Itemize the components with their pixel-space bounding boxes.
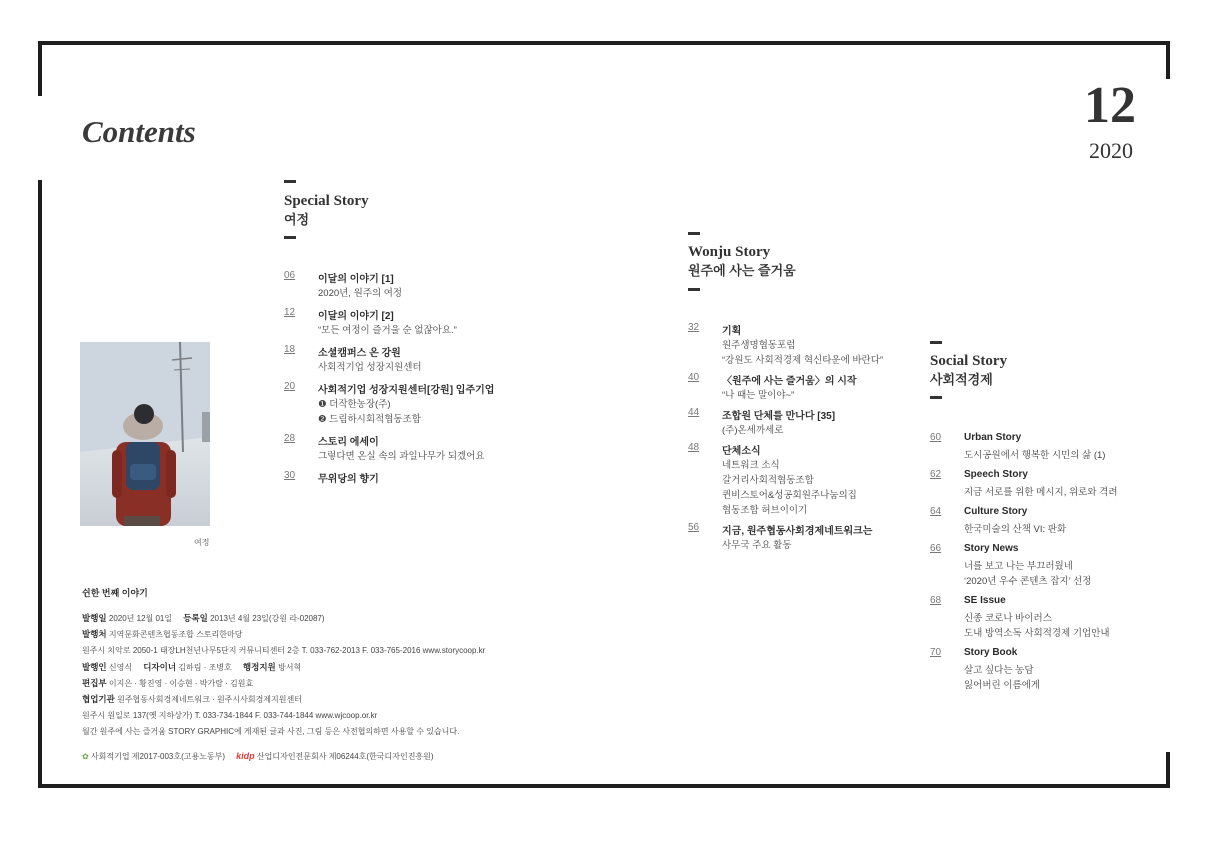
- imprint-row-editors: [82, 677, 253, 689]
- issuer: 신영식: [108, 663, 133, 672]
- article-subtitle: 그렇다면 온실 속의 과일나무가 되겠어요: [318, 451, 485, 462]
- article-title: 이달의 이야기 [1]: [318, 274, 394, 285]
- section-title-social: Social Story: [930, 353, 1008, 369]
- article-title: Story Book: [964, 647, 1018, 658]
- article-title: SE Issue: [964, 595, 1006, 606]
- frame-left-top-line: [38, 41, 42, 96]
- page-number: 06: [284, 270, 296, 281]
- frame-right-bottom-line: [1166, 752, 1170, 788]
- section-dash: [930, 396, 942, 399]
- cover-photo: [80, 342, 210, 526]
- article-subtitle: 원주생명협동포럼: [722, 340, 796, 351]
- frame-bottom-line: [38, 784, 1170, 788]
- page-number: 68: [930, 595, 942, 606]
- article-subtitle: 살고 싶다는 농담: [964, 665, 1034, 676]
- imprint-row-dates: [82, 612, 325, 624]
- issue-number: 12: [1084, 77, 1136, 134]
- imprint-row-usage-note: 월간 원주에 사는 즐거움 STORY GRAPHIC에 게재된 글과 사진, 그림 등은 사전협의하면 사용할 수 있습니다.: [82, 727, 460, 736]
- section-title-wonju: Wonju Story: [688, 244, 771, 260]
- register-date: 2013년 4월 23일(강원 라-02087): [210, 614, 325, 623]
- section-dash: [930, 341, 942, 344]
- article-subtitle: 너를 보고 나는 부끄러웠네: [964, 561, 1073, 572]
- social-enterprise-logo-icon: ✿: [82, 752, 89, 761]
- frame-left-bottom-line: [38, 180, 42, 788]
- article-title: 단체소식: [722, 446, 761, 457]
- article-subtitle: ❶ 더작한농장(주): [318, 399, 391, 410]
- article-subtitle: 사무국 주요 활동: [722, 540, 792, 551]
- page-number: 18: [284, 344, 296, 355]
- page-number: 44: [688, 407, 700, 418]
- frame-top-line: [38, 41, 1170, 45]
- section-dash: [688, 288, 700, 291]
- frame-right-top-line: [1166, 41, 1170, 79]
- admin: 방서혁: [277, 663, 302, 672]
- section-dash: [284, 236, 296, 239]
- article-subtitle: 한국미술의 산책 VI: 판화: [964, 524, 1067, 535]
- page-number: 48: [688, 442, 700, 453]
- imprint-row-publisher: [82, 628, 242, 640]
- section-dash: [284, 180, 296, 183]
- partners: 원주협동사회경제네트워크 · 원주시사회경제지원센터: [117, 695, 302, 704]
- label-editors: 편집부: [82, 678, 107, 688]
- article-subtitle: “강원도 사회적경제 혁신타운에 바란다”: [722, 355, 884, 366]
- page-number: 32: [688, 322, 700, 333]
- page-number: 64: [930, 506, 942, 517]
- article-subtitle: 도시공원에서 행복한 시민의 삶 (1): [964, 450, 1106, 461]
- article-title: Culture Story: [964, 506, 1028, 517]
- design-company-cert: 산업디자인전문회사 제06244호(한국디자인진흥원): [256, 752, 434, 761]
- page-number: 30: [284, 470, 296, 481]
- article-subtitle: 사회적기업 성장지원센터: [318, 362, 422, 373]
- page-number: 28: [284, 433, 296, 444]
- page-number: 12: [284, 307, 296, 318]
- publish-date: 2020년 12월 01일: [108, 614, 173, 623]
- article-title: 조합원 단체를 만나다 [35]: [722, 411, 836, 422]
- article-subtitle: ‘2020년 우수 콘텐츠 잡지’ 선정: [964, 576, 1092, 587]
- label-publish-date: 발행일: [82, 613, 107, 623]
- page-number: 56: [688, 522, 700, 533]
- article-title: Speech Story: [964, 469, 1028, 480]
- section-dash: [688, 232, 700, 235]
- social-enterprise-cert: 사회적기업 제2017-003호(고용노동부): [90, 752, 226, 761]
- designer: 김하림 · 조병호: [178, 663, 232, 672]
- snow-walker-illustration: [80, 342, 210, 526]
- imprint-row-partner-address: 원주시 원일로 137(옛 지하상가) T. 033-734-1844 F. 033-744-1844 www.wjcoop.or.kr: [82, 711, 378, 720]
- article-title: Story News: [964, 543, 1019, 554]
- imprint-row-partners: [82, 693, 302, 705]
- article-title: Urban Story: [964, 432, 1022, 443]
- label-issuer: 발행인: [82, 662, 107, 672]
- section-subtitle-social: 사회적경제: [930, 372, 993, 387]
- issue-ordinal: 쉰한 번째 이야기: [82, 588, 148, 598]
- kidp-logo: kidp: [236, 751, 255, 761]
- article-subtitle: 지금 서로를 위한 메시지, 위로와 격려: [964, 487, 1118, 498]
- article-subtitle: 2020년, 원주의 여정: [318, 288, 403, 299]
- article-subtitle: (주)온세까세로: [722, 425, 784, 436]
- article-subtitle: ❷ 드림하시회적협동조합: [318, 414, 421, 425]
- article-subtitle: 도내 방역소독 사회적경제 기업안내: [964, 628, 1110, 639]
- article-title: 무위당의 향기: [318, 474, 379, 485]
- section-subtitle-wonju: 원주에 사는 즐거움: [688, 263, 796, 278]
- editors: 이지은 · 황진영 · 이승현 · 박가람 · 김원효: [108, 679, 254, 688]
- page-number: 66: [930, 543, 942, 554]
- imprint-row-publisher-address: 원주시 치악로 2050-1 태장LH천년나무5단지 커뮤니티센터 2층 T. 033-762-2013 F. 033-765-2016 www.storycoop.kr: [82, 646, 486, 655]
- photo-caption: 여정: [194, 538, 210, 547]
- article-title: 〈원주에 사는 즐거움〉의 시작: [722, 376, 857, 387]
- article-subtitle: 갈거리사회적협동조합: [722, 475, 814, 486]
- article-title: 사회적기업 성장지원센터[강원] 입주기업: [318, 385, 495, 396]
- section-subtitle-special: 여정: [284, 212, 310, 227]
- article-title: 이달의 이야기 [2]: [318, 311, 394, 322]
- article-subtitle: 네트워크 소식: [722, 460, 780, 471]
- issue-year: 2020: [1089, 138, 1133, 163]
- article-title: 소셜캠퍼스 온 강원: [318, 348, 401, 359]
- article-subtitle: 잃어버린 이름에게: [964, 680, 1041, 691]
- page-number: 40: [688, 372, 700, 383]
- page-number: 60: [930, 432, 942, 443]
- article-subtitle: 협동조합 허브이이기: [722, 505, 808, 516]
- article-title: 기획: [722, 326, 742, 337]
- article-subtitle: 퀸비스토어&성공회원주나눔의집: [722, 490, 857, 501]
- section-title-special: Special Story: [284, 193, 369, 209]
- label-admin: 행정지원: [242, 662, 276, 672]
- label-partners: 협업기관: [82, 694, 115, 704]
- article-title: 스토리 에세이: [318, 437, 379, 448]
- article-subtitle: “모든 여정이 즐거울 순 없잖아요.”: [318, 325, 457, 336]
- label-designer: 디자이너: [143, 662, 177, 672]
- page-number: 70: [930, 647, 942, 658]
- publisher: 지역문화콘텐츠협동조합 스토리한마당: [108, 630, 243, 639]
- article-subtitle: “나 때는 말이야~”: [722, 390, 795, 401]
- label-register-date: 등록일: [183, 613, 208, 623]
- article-subtitle: 신종 코로나 바이러스: [964, 613, 1052, 624]
- page-number: 62: [930, 469, 942, 480]
- certification-row: [82, 751, 434, 762]
- label-publisher: 발행처: [82, 629, 107, 639]
- imprint-row-staff: [82, 661, 301, 673]
- page-number: 20: [284, 381, 296, 392]
- article-title: 지금, 원주협동사회경제네트워크는: [722, 526, 873, 537]
- page-title: Contents: [82, 114, 196, 149]
